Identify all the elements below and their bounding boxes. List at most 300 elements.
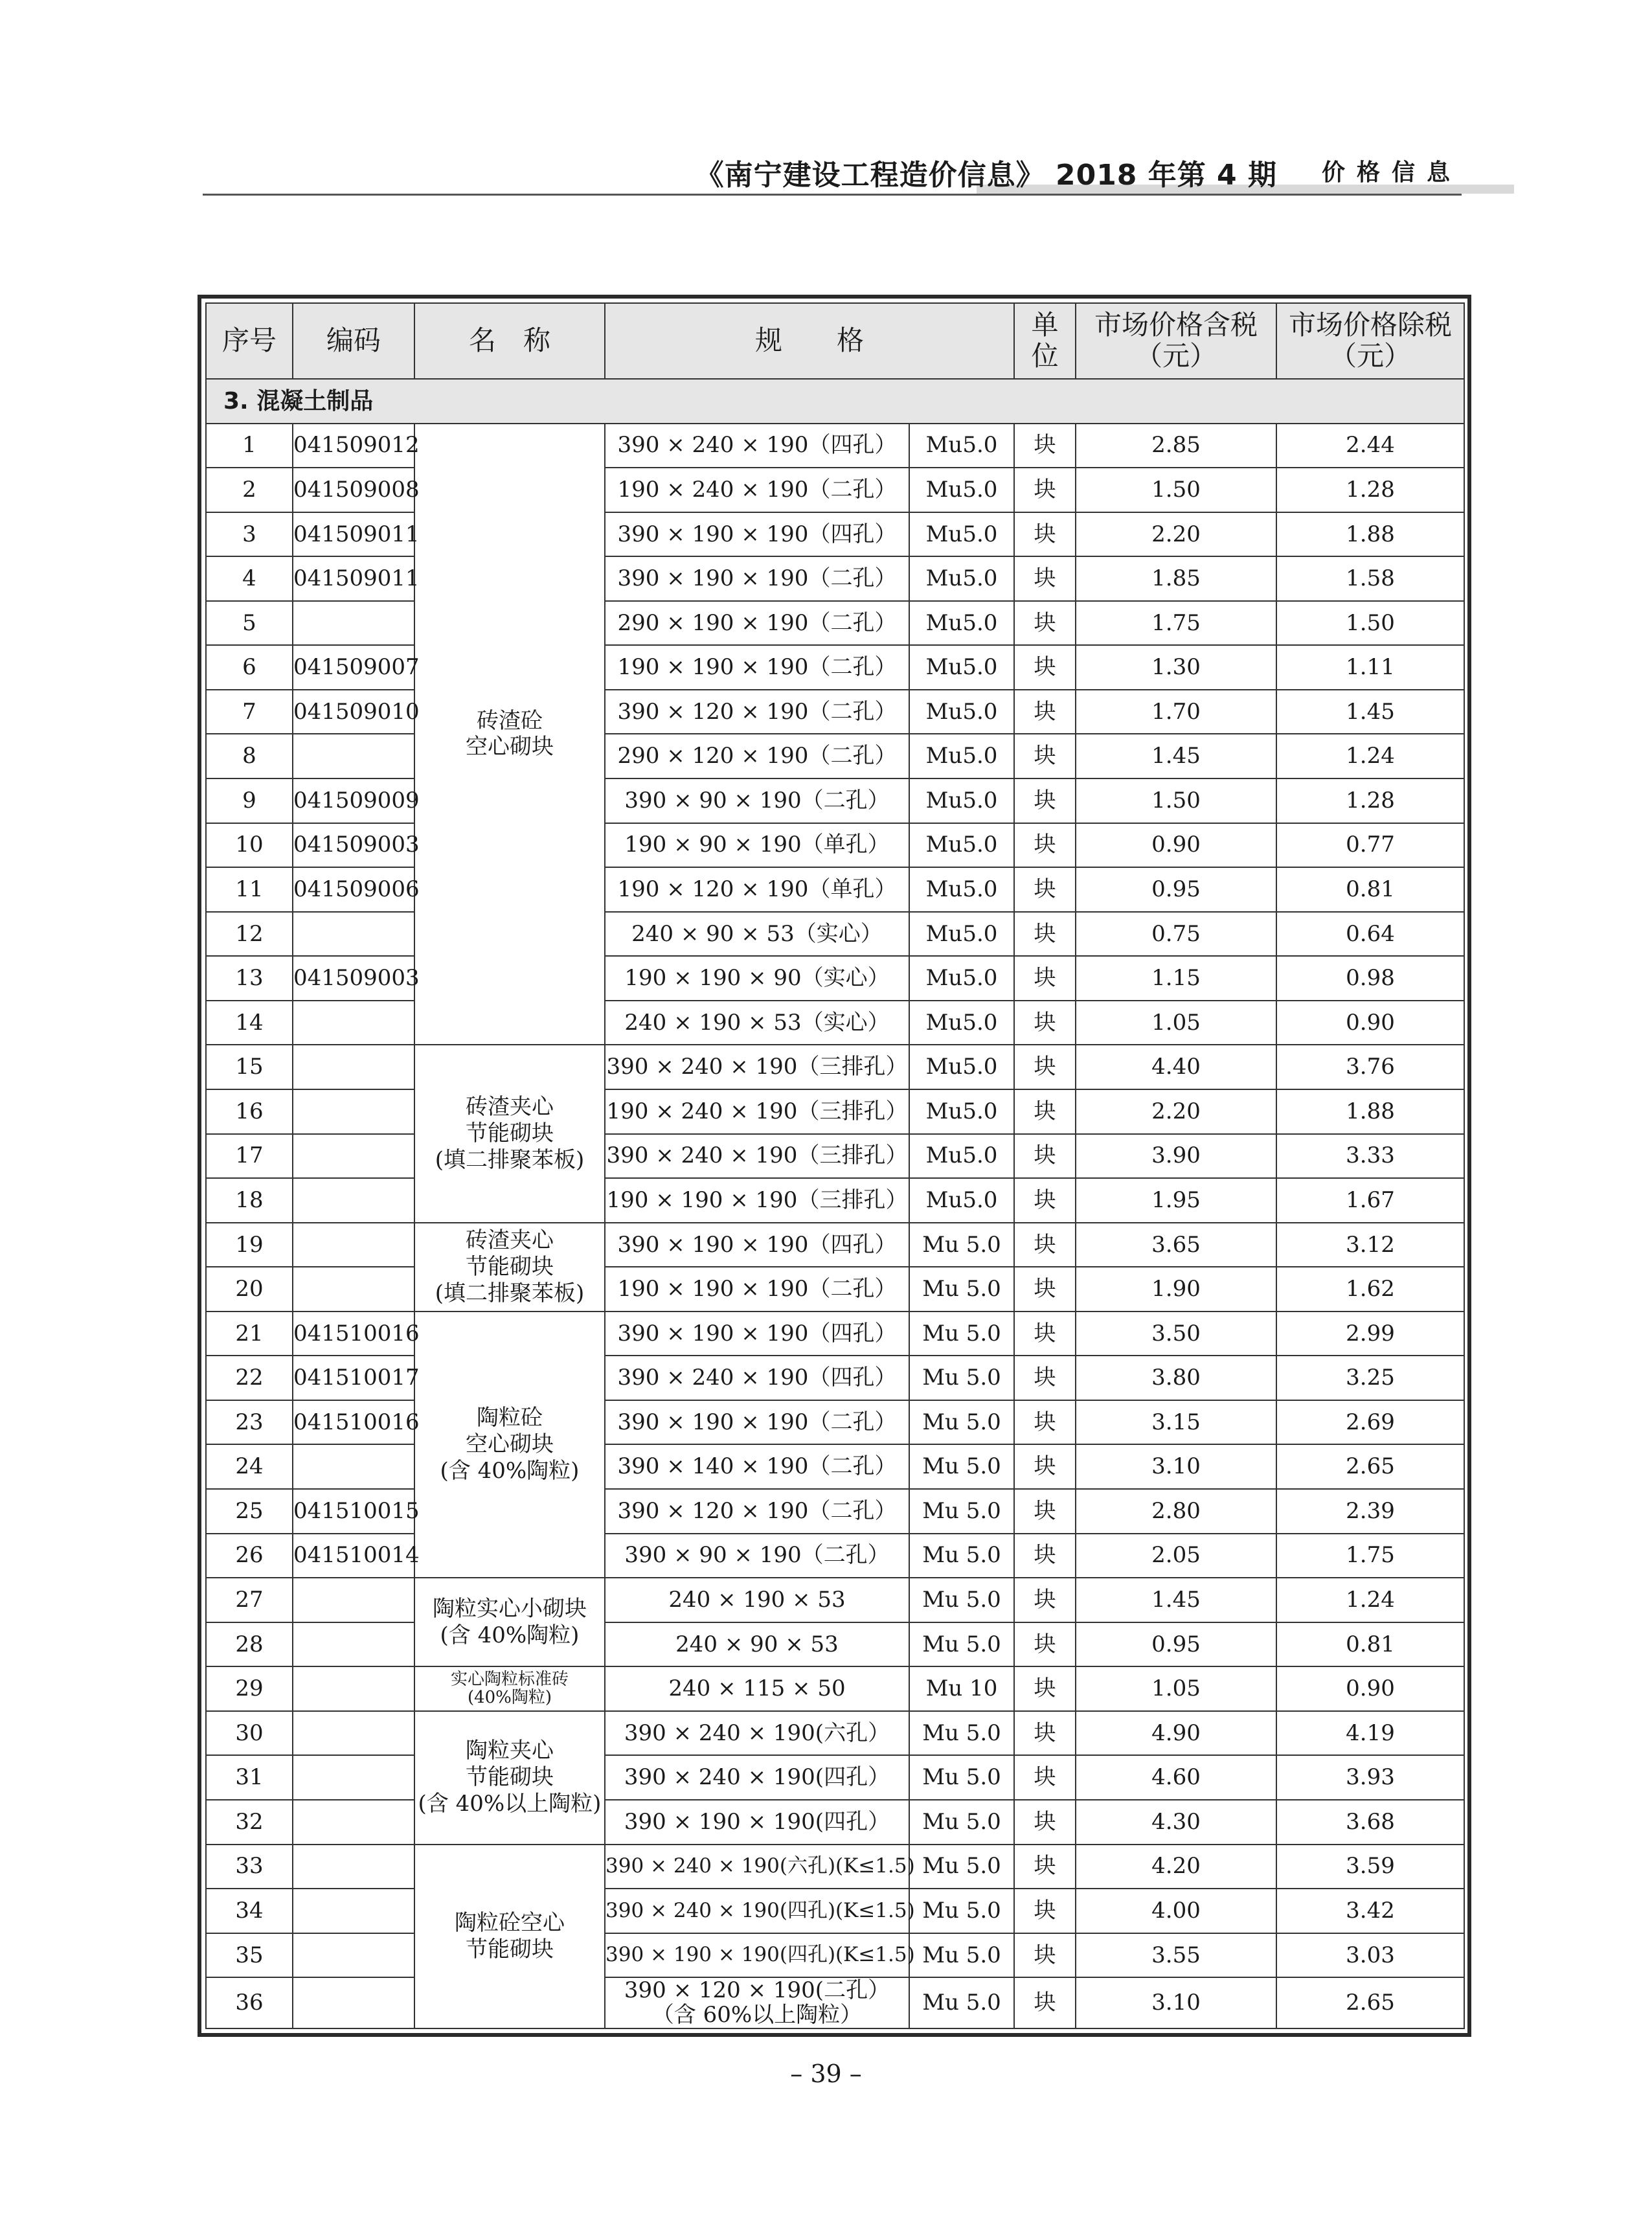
cell-grade: Mu 5.0 (909, 1800, 1014, 1845)
cell-seq: 20 (206, 1267, 293, 1312)
cell-grade: Mu5.0 (909, 1045, 1014, 1089)
cell-code: 041509006 (293, 867, 414, 912)
cell-code: 041509011 (293, 556, 414, 601)
col-header-seq: 序号 (206, 303, 293, 379)
cell-product-name: 陶粒砼空心 节能砌块 (414, 1845, 605, 2028)
cell-price-tax: 1.75 (1076, 601, 1276, 646)
page-number: – 39 – (790, 2060, 862, 2088)
cell-seq: 14 (206, 1001, 293, 1045)
cell-unit: 块 (1014, 1178, 1076, 1223)
cell-seq: 8 (206, 734, 293, 778)
cell-seq: 23 (206, 1400, 293, 1445)
cell-unit: 块 (1014, 778, 1076, 823)
cell-grade: Mu 5.0 (909, 1534, 1014, 1578)
cell-grade: Mu 5.0 (909, 1933, 1014, 1978)
cell-code: 041510017 (293, 1356, 414, 1400)
cell-spec: 390 × 120 × 190(二孔） （含 60%以上陶粒） (605, 1977, 909, 2028)
cell-grade: Mu 5.0 (909, 1489, 1014, 1534)
cell-grade: Mu5.0 (909, 512, 1014, 557)
table-row (206, 1134, 1464, 1179)
cell-price-notax: 0.90 (1276, 1001, 1464, 1045)
cell-unit: 块 (1014, 1845, 1076, 1889)
cell-spec: 190 × 190 × 190（三排孔） (605, 1178, 909, 1223)
cell-price-notax: 1.67 (1276, 1178, 1464, 1223)
cell-unit: 块 (1014, 1267, 1076, 1312)
table-row (206, 1711, 1464, 1756)
table-row (206, 1489, 1464, 1534)
cell-spec: 390 × 90 × 190（二孔） (605, 778, 909, 823)
cell-price-notax: 3.76 (1276, 1045, 1464, 1089)
col-header-unit-text: 单位 (1031, 309, 1059, 372)
cell-code: 041509003 (293, 956, 414, 1001)
cell-product-name: 陶粒砼 空心砌块 (含 40%陶粒) (414, 1312, 605, 1578)
cell-unit: 块 (1014, 1933, 1076, 1978)
section-tag: 价格信息 (1321, 159, 1462, 186)
cell-code: 041509009 (293, 778, 414, 823)
table-row (206, 1977, 1464, 2028)
cell-price-notax: 3.03 (1276, 1933, 1464, 1978)
table-row (206, 778, 1464, 823)
cell-seq: 18 (206, 1178, 293, 1223)
table-row (206, 1534, 1464, 1578)
cell-code: 041510015 (293, 1489, 414, 1534)
cell-price-tax: 3.80 (1076, 1356, 1276, 1400)
cell-product-name: 砖渣夹心 节能砌块 (填二排聚苯板) (414, 1045, 605, 1222)
cell-code (293, 1134, 414, 1179)
col-header-price-notax-text: 市场价格除税（元） (1289, 309, 1453, 372)
table-row (206, 1001, 1464, 1045)
table-row (206, 1178, 1464, 1223)
cell-grade: Mu 5.0 (909, 1356, 1014, 1400)
cell-price-tax: 1.90 (1076, 1267, 1276, 1312)
page-header (203, 144, 1462, 196)
cell-code (293, 1889, 414, 1933)
cell-unit: 块 (1014, 1800, 1076, 1845)
cell-code (293, 1578, 414, 1622)
cell-unit: 块 (1014, 1711, 1076, 1756)
cell-seq: 5 (206, 601, 293, 646)
cell-unit: 块 (1014, 823, 1076, 868)
price-table-frame (198, 295, 1471, 2037)
cell-price-notax: 3.33 (1276, 1134, 1464, 1179)
cell-seq: 27 (206, 1578, 293, 1622)
col-header-code: 编码 (293, 303, 414, 379)
cell-price-tax: 1.85 (1076, 556, 1276, 601)
cell-seq: 1 (206, 424, 293, 468)
cell-unit: 块 (1014, 1356, 1076, 1400)
cell-price-tax: 1.05 (1076, 1666, 1276, 1711)
cell-price-tax: 4.90 (1076, 1711, 1276, 1756)
cell-seq: 6 (206, 645, 293, 690)
cell-spec: 390 × 240 × 190(六孔)(K≤1.5) (605, 1845, 909, 1889)
table-row (206, 1312, 1464, 1356)
cell-unit: 块 (1014, 1089, 1076, 1134)
cell-unit: 块 (1014, 912, 1076, 957)
cell-unit: 块 (1014, 956, 1076, 1001)
cell-grade: Mu5.0 (909, 1001, 1014, 1045)
cell-spec: 190 × 90 × 190（单孔） (605, 823, 909, 868)
cell-code (293, 912, 414, 957)
cell-spec: 390 × 120 × 190（二孔） (605, 690, 909, 734)
cell-spec: 390 × 140 × 190（二孔） (605, 1444, 909, 1489)
cell-seq: 33 (206, 1845, 293, 1889)
cell-price-tax: 1.50 (1076, 468, 1276, 512)
cell-grade: Mu 10 (909, 1666, 1014, 1711)
cell-code (293, 1800, 414, 1845)
cell-seq: 2 (206, 468, 293, 512)
cell-seq: 32 (206, 1800, 293, 1845)
cell-grade: Mu 5.0 (909, 1711, 1014, 1756)
cell-grade: Mu5.0 (909, 601, 1014, 646)
cell-code (293, 1223, 414, 1267)
table-row (206, 690, 1464, 734)
table-row (206, 512, 1464, 557)
cell-unit: 块 (1014, 512, 1076, 557)
cell-price-tax: 2.05 (1076, 1534, 1276, 1578)
cell-price-notax: 1.24 (1276, 1578, 1464, 1622)
cell-unit: 块 (1014, 867, 1076, 912)
table-row (206, 468, 1464, 512)
table-row (206, 1666, 1464, 1711)
cell-spec: 390 × 240 × 190（四孔） (605, 1356, 909, 1400)
cell-unit: 块 (1014, 1001, 1076, 1045)
cell-price-tax: 1.45 (1076, 734, 1276, 778)
cell-grade: Mu 5.0 (909, 1444, 1014, 1489)
cell-unit: 块 (1014, 1045, 1076, 1089)
cell-price-tax: 1.45 (1076, 1578, 1276, 1622)
cell-seq: 22 (206, 1356, 293, 1400)
cell-code (293, 1444, 414, 1489)
cell-spec: 390 × 190 × 190（四孔） (605, 512, 909, 557)
cell-seq: 9 (206, 778, 293, 823)
cell-seq: 31 (206, 1755, 293, 1800)
cell-price-notax: 1.28 (1276, 468, 1464, 512)
cell-price-notax: 1.58 (1276, 556, 1464, 601)
cell-seq: 3 (206, 512, 293, 557)
cell-price-tax: 1.30 (1076, 645, 1276, 690)
cell-product-name: 砖渣砼 空心砌块 (414, 424, 605, 1045)
cell-price-tax: 0.90 (1076, 823, 1276, 868)
cell-seq: 15 (206, 1045, 293, 1089)
cell-spec: 240 × 190 × 53 (605, 1578, 909, 1622)
section-title: 3. 混凝土制品 (206, 379, 1464, 424)
cell-spec: 390 × 90 × 190（二孔） (605, 1534, 909, 1578)
cell-price-tax: 1.95 (1076, 1178, 1276, 1223)
table-row (206, 867, 1464, 912)
cell-price-tax: 3.90 (1076, 1134, 1276, 1179)
cell-product-name: 实心陶粒标准砖 (40%陶粒) (414, 1666, 605, 1711)
cell-price-tax: 3.10 (1076, 1444, 1276, 1489)
cell-grade: Mu5.0 (909, 1134, 1014, 1179)
cell-price-tax: 0.95 (1076, 867, 1276, 912)
cell-product-name: 陶粒实心小砌块 (含 40%陶粒) (414, 1578, 605, 1666)
table-row (206, 1267, 1464, 1312)
cell-price-notax: 2.39 (1276, 1489, 1464, 1534)
cell-price-tax: 4.00 (1076, 1889, 1276, 1933)
cell-price-notax: 3.12 (1276, 1223, 1464, 1267)
cell-code (293, 734, 414, 778)
table-row (206, 424, 1464, 468)
cell-price-notax: 4.19 (1276, 1711, 1464, 1756)
cell-unit: 块 (1014, 1312, 1076, 1356)
cell-code: 041510016 (293, 1312, 414, 1356)
cell-code (293, 1178, 414, 1223)
cell-seq: 7 (206, 690, 293, 734)
cell-price-tax: 4.40 (1076, 1045, 1276, 1089)
table-row (206, 1578, 1464, 1622)
cell-price-notax: 1.11 (1276, 645, 1464, 690)
cell-spec: 240 × 115 × 50 (605, 1666, 909, 1711)
cell-price-notax: 1.88 (1276, 1089, 1464, 1134)
cell-spec: 390 × 240 × 190（三排孔） (605, 1134, 909, 1179)
cell-spec: 240 × 190 × 53（实心） (605, 1001, 909, 1045)
cell-price-notax: 2.65 (1276, 1977, 1464, 2028)
cell-code (293, 1977, 414, 2028)
cell-spec: 390 × 190 × 190(四孔） (605, 1800, 909, 1845)
cell-seq: 13 (206, 956, 293, 1001)
cell-grade: Mu 5.0 (909, 1267, 1014, 1312)
cell-price-tax: 0.95 (1076, 1622, 1276, 1667)
cell-price-notax: 1.88 (1276, 512, 1464, 557)
cell-spec: 390 × 190 × 190(四孔)(K≤1.5) (605, 1933, 909, 1978)
table-row (206, 823, 1464, 868)
cell-price-notax: 0.77 (1276, 823, 1464, 868)
price-table (205, 302, 1465, 2029)
table-row (206, 912, 1464, 957)
cell-spec: 190 × 190 × 190（二孔） (605, 1267, 909, 1312)
cell-grade: Mu 5.0 (909, 1977, 1014, 2028)
cell-code (293, 1089, 414, 1134)
col-header-price-tax-text: 市场价格含税（元） (1094, 309, 1258, 372)
cell-grade: Mu5.0 (909, 645, 1014, 690)
cell-price-notax: 0.81 (1276, 1622, 1464, 1667)
cell-seq: 34 (206, 1889, 293, 1933)
cell-price-tax: 3.15 (1076, 1400, 1276, 1445)
section-row (206, 379, 1464, 424)
cell-grade: Mu5.0 (909, 778, 1014, 823)
cell-price-notax: 1.28 (1276, 778, 1464, 823)
cell-grade: Mu5.0 (909, 1178, 1014, 1223)
cell-price-notax: 0.64 (1276, 912, 1464, 957)
cell-spec: 390 × 120 × 190（二孔） (605, 1489, 909, 1534)
cell-price-tax: 2.20 (1076, 512, 1276, 557)
cell-spec: 390 × 240 × 190(四孔)(K≤1.5) (605, 1889, 909, 1933)
cell-seq: 36 (206, 1977, 293, 2028)
cell-seq: 29 (206, 1666, 293, 1711)
table-row (206, 1400, 1464, 1445)
cell-price-tax: 2.85 (1076, 424, 1276, 468)
cell-price-notax: 0.81 (1276, 867, 1464, 912)
cell-spec: 190 × 120 × 190（单孔） (605, 867, 909, 912)
cell-code (293, 1845, 414, 1889)
cell-spec: 390 × 190 × 190（四孔） (605, 1223, 909, 1267)
col-header-price-notax (1276, 303, 1464, 379)
cell-spec: 190 × 190 × 190（二孔） (605, 645, 909, 690)
cell-price-tax: 3.65 (1076, 1223, 1276, 1267)
cell-price-tax: 3.55 (1076, 1933, 1276, 1978)
cell-price-notax: 2.65 (1276, 1444, 1464, 1489)
cell-unit: 块 (1014, 1489, 1076, 1534)
cell-price-notax: 3.68 (1276, 1800, 1464, 1845)
cell-spec: 390 × 190 × 190（二孔） (605, 556, 909, 601)
table-row (206, 1089, 1464, 1134)
cell-grade: Mu5.0 (909, 956, 1014, 1001)
table-row (206, 1356, 1464, 1400)
cell-unit: 块 (1014, 1666, 1076, 1711)
cell-seq: 11 (206, 867, 293, 912)
cell-spec: 190 × 240 × 190（二孔） (605, 468, 909, 512)
cell-spec: 390 × 240 × 190（三排孔） (605, 1045, 909, 1089)
cell-unit: 块 (1014, 1977, 1076, 2028)
cell-grade: Mu5.0 (909, 468, 1014, 512)
cell-spec: 390 × 190 × 190（四孔） (605, 1312, 909, 1356)
cell-unit: 块 (1014, 601, 1076, 646)
cell-spec: 390 × 240 × 190（四孔） (605, 424, 909, 468)
cell-seq: 10 (206, 823, 293, 868)
table-row (206, 1444, 1464, 1489)
cell-unit: 块 (1014, 734, 1076, 778)
table-row (206, 956, 1464, 1001)
cell-code (293, 1001, 414, 1045)
cell-price-notax: 0.98 (1276, 956, 1464, 1001)
publication-title: 《南宁建设工程造价信息》 2018 年第 4 期 (695, 159, 1277, 192)
cell-seq: 24 (206, 1444, 293, 1489)
cell-price-tax: 0.75 (1076, 912, 1276, 957)
cell-price-notax: 2.44 (1276, 424, 1464, 468)
cell-grade: Mu 5.0 (909, 1312, 1014, 1356)
cell-price-notax: 1.45 (1276, 690, 1464, 734)
cell-grade: Mu 5.0 (909, 1622, 1014, 1667)
cell-spec: 290 × 190 × 190（二孔） (605, 601, 909, 646)
cell-spec: 390 × 240 × 190(四孔） (605, 1755, 909, 1800)
cell-grade: Mu5.0 (909, 424, 1014, 468)
cell-unit: 块 (1014, 1534, 1076, 1578)
cell-code (293, 1267, 414, 1312)
cell-code: 041509011 (293, 512, 414, 557)
cell-spec: 390 × 190 × 190（二孔） (605, 1400, 909, 1445)
cell-grade: Mu5.0 (909, 867, 1014, 912)
cell-code: 041510014 (293, 1534, 414, 1578)
cell-price-tax: 4.20 (1076, 1845, 1276, 1889)
header-rule (203, 194, 1462, 196)
cell-spec: 240 × 90 × 53 (605, 1622, 909, 1667)
cell-grade: Mu 5.0 (909, 1400, 1014, 1445)
cell-price-notax: 3.59 (1276, 1845, 1464, 1889)
cell-code (293, 1622, 414, 1667)
cell-unit: 块 (1014, 1444, 1076, 1489)
cell-price-tax: 4.30 (1076, 1800, 1276, 1845)
cell-price-notax: 3.25 (1276, 1356, 1464, 1400)
cell-price-tax: 1.70 (1076, 690, 1276, 734)
cell-grade: Mu5.0 (909, 912, 1014, 957)
cell-code (293, 1933, 414, 1978)
cell-unit: 块 (1014, 1134, 1076, 1179)
cell-price-notax: 1.50 (1276, 601, 1464, 646)
cell-price-notax: 1.24 (1276, 734, 1464, 778)
table-row (206, 1845, 1464, 1889)
cell-price-notax: 2.99 (1276, 1312, 1464, 1356)
col-header-unit (1014, 303, 1076, 379)
cell-unit: 块 (1014, 1578, 1076, 1622)
cell-price-notax: 0.90 (1276, 1666, 1464, 1711)
cell-price-tax: 3.10 (1076, 1977, 1276, 2028)
cell-code (293, 601, 414, 646)
cell-code: 041509010 (293, 690, 414, 734)
cell-code: 041509012 (293, 424, 414, 468)
cell-grade: Mu5.0 (909, 823, 1014, 868)
cell-price-tax: 3.50 (1076, 1312, 1276, 1356)
cell-code (293, 1666, 414, 1711)
cell-unit: 块 (1014, 424, 1076, 468)
cell-spec: 190 × 240 × 190（三排孔） (605, 1089, 909, 1134)
cell-code (293, 1755, 414, 1800)
cell-unit: 块 (1014, 645, 1076, 690)
col-header-name: 名 称 (414, 303, 605, 379)
table-row (206, 1800, 1464, 1845)
table-row (206, 1889, 1464, 1933)
cell-seq: 25 (206, 1489, 293, 1534)
cell-code (293, 1711, 414, 1756)
cell-price-notax: 3.93 (1276, 1755, 1464, 1800)
table-row (206, 1933, 1464, 1978)
cell-price-tax: 4.60 (1076, 1755, 1276, 1800)
cell-unit: 块 (1014, 1755, 1076, 1800)
cell-grade: Mu 5.0 (909, 1223, 1014, 1267)
cell-unit: 块 (1014, 690, 1076, 734)
cell-unit: 块 (1014, 556, 1076, 601)
cell-code: 041509008 (293, 468, 414, 512)
cell-seq: 19 (206, 1223, 293, 1267)
cell-product-name: 陶粒夹心 节能砌块 (含 40%以上陶粒) (414, 1711, 605, 1845)
table-row (206, 1223, 1464, 1267)
cell-spec: 390 × 240 × 190(六孔） (605, 1711, 909, 1756)
table-row (206, 601, 1464, 646)
cell-grade: Mu5.0 (909, 690, 1014, 734)
cell-code (293, 1045, 414, 1089)
table-header-row (206, 303, 1464, 379)
cell-grade: Mu 5.0 (909, 1845, 1014, 1889)
table-row (206, 645, 1464, 690)
cell-seq: 30 (206, 1711, 293, 1756)
cell-spec: 190 × 190 × 90（实心） (605, 956, 909, 1001)
cell-price-notax: 1.75 (1276, 1534, 1464, 1578)
cell-price-tax: 1.05 (1076, 1001, 1276, 1045)
col-header-spec: 规 格 (605, 303, 1014, 379)
cell-spec: 290 × 120 × 190（二孔） (605, 734, 909, 778)
cell-price-tax: 2.20 (1076, 1089, 1276, 1134)
cell-seq: 4 (206, 556, 293, 601)
cell-code: 041510016 (293, 1400, 414, 1445)
cell-price-notax: 3.42 (1276, 1889, 1464, 1933)
table-row (206, 556, 1464, 601)
cell-seq: 35 (206, 1933, 293, 1978)
cell-product-name: 砖渣夹心 节能砌块 (填二排聚苯板) (414, 1223, 605, 1312)
table-row (206, 1622, 1464, 1667)
cell-spec: 240 × 90 × 53（实心） (605, 912, 909, 957)
cell-seq: 12 (206, 912, 293, 957)
cell-grade: Mu5.0 (909, 556, 1014, 601)
cell-seq: 21 (206, 1312, 293, 1356)
cell-seq: 28 (206, 1622, 293, 1667)
cell-unit: 块 (1014, 1223, 1076, 1267)
cell-price-tax: 1.50 (1076, 778, 1276, 823)
cell-price-notax: 2.69 (1276, 1400, 1464, 1445)
cell-seq: 26 (206, 1534, 293, 1578)
cell-price-tax: 2.80 (1076, 1489, 1276, 1534)
cell-grade: Mu 5.0 (909, 1889, 1014, 1933)
col-header-price-tax (1076, 303, 1276, 379)
cell-unit: 块 (1014, 468, 1076, 512)
